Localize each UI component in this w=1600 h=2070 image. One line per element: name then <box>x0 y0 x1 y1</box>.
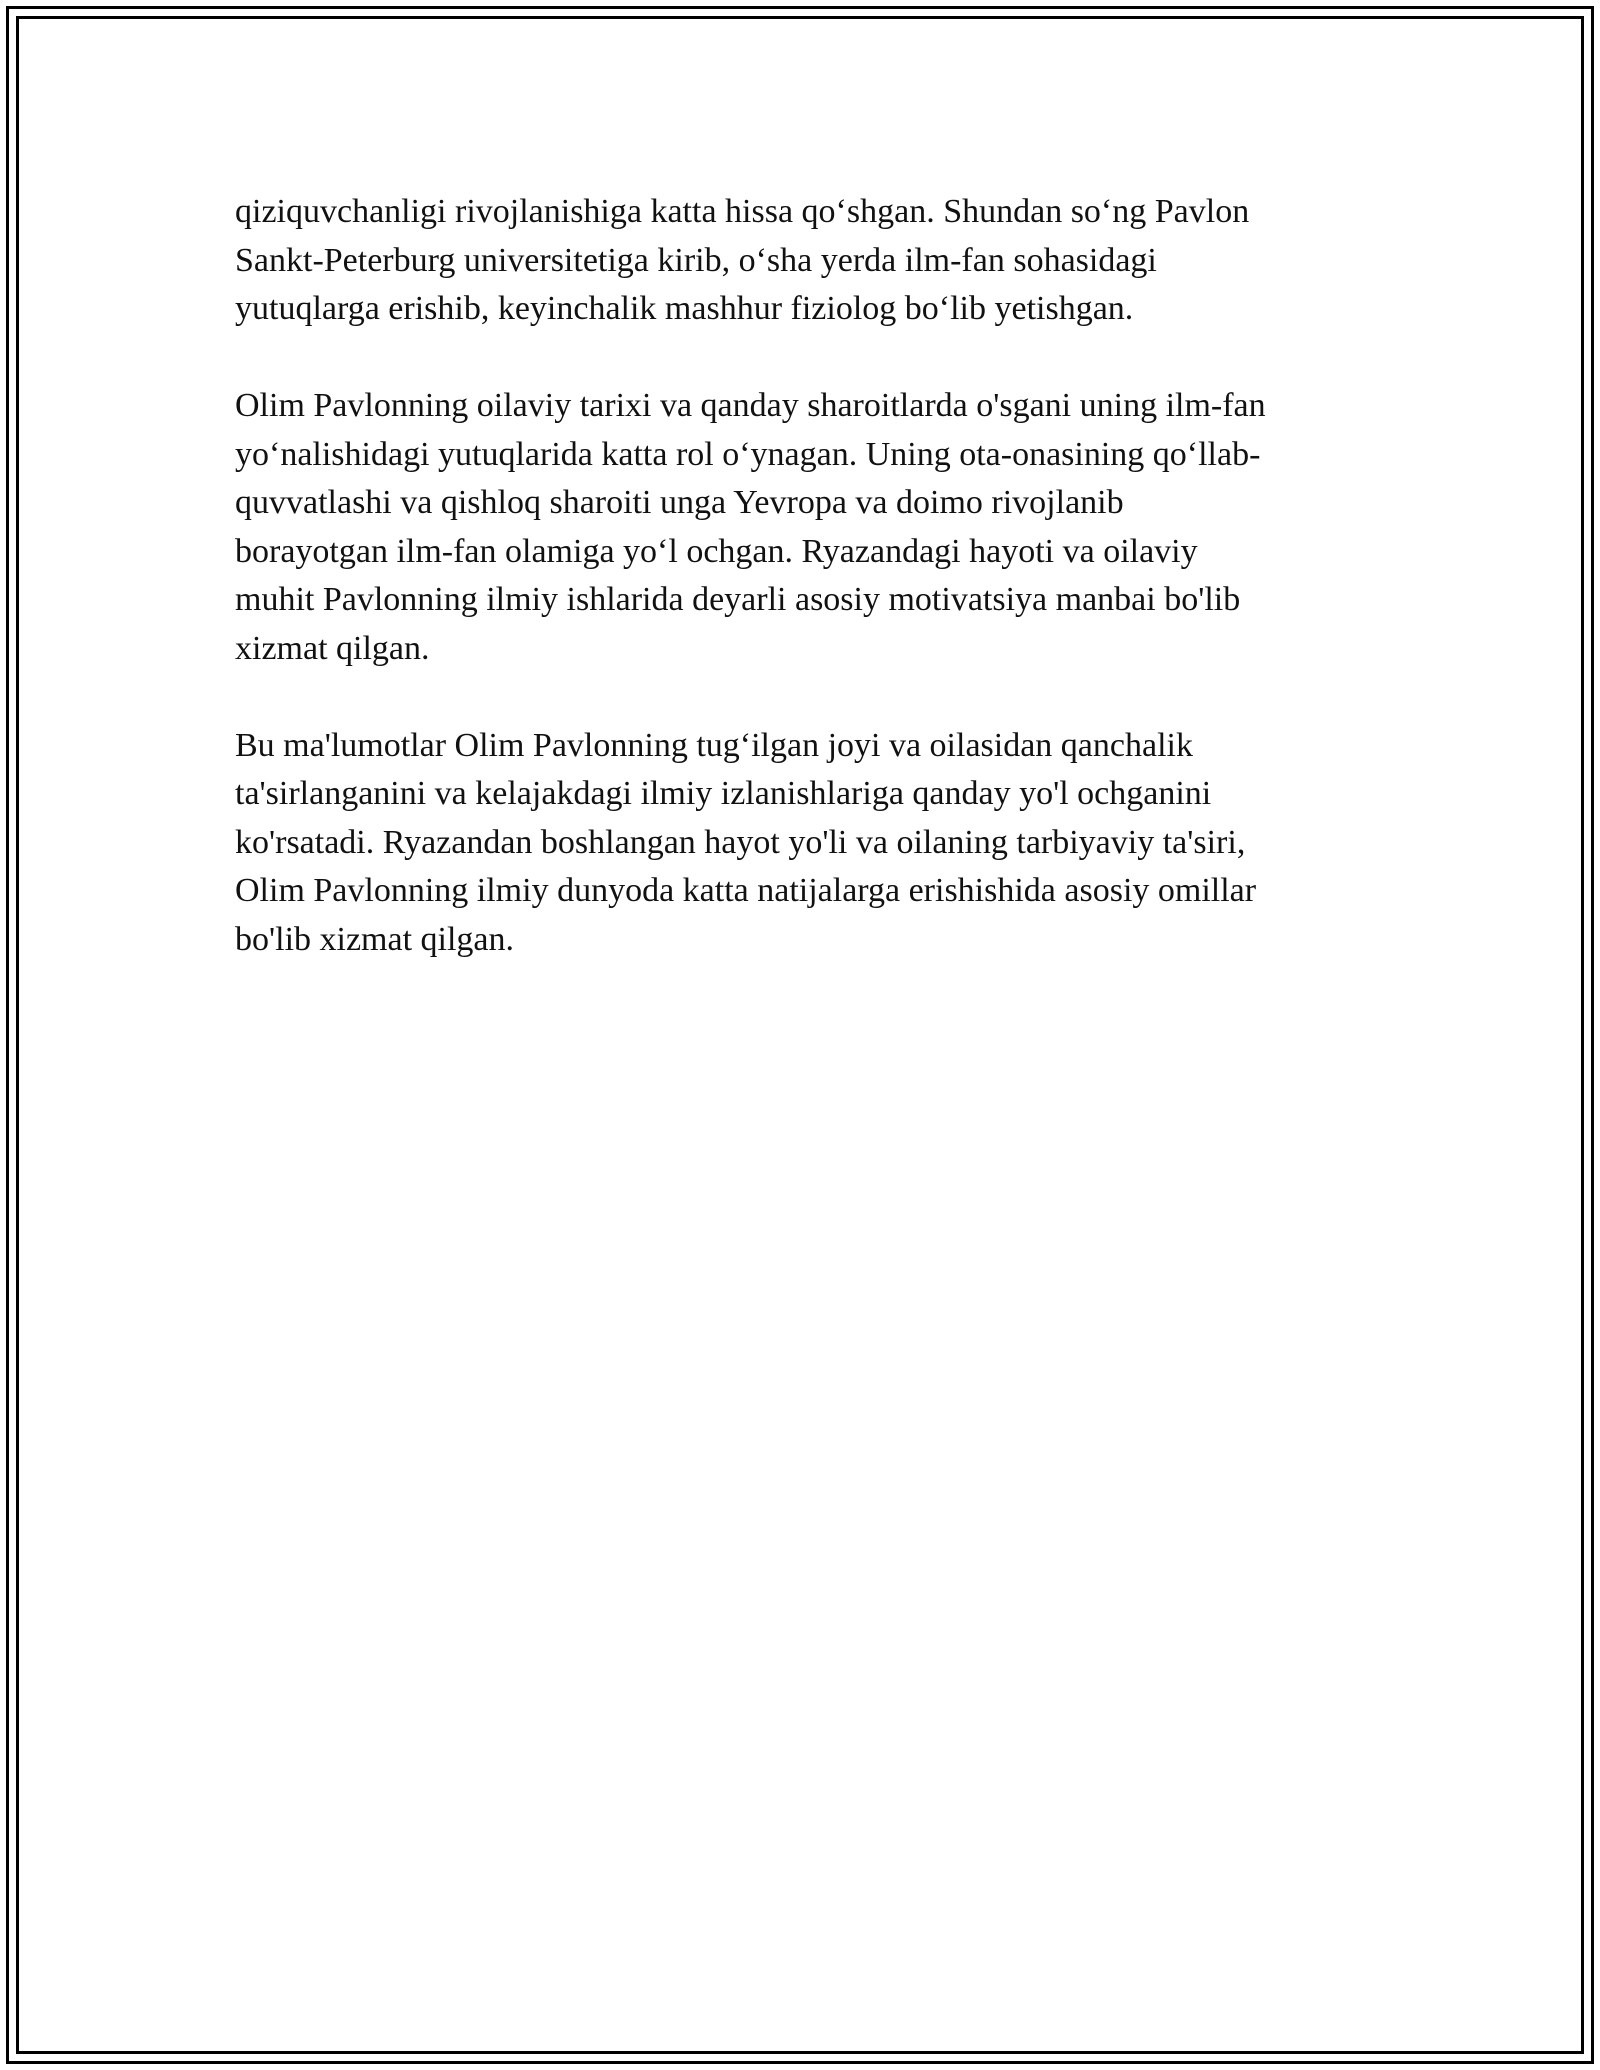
document-body <box>235 188 1365 1013</box>
text-line: borayotgan ilm-fan olamiga yo‘l ochgan. Ryazandagi hayoti va oilaviy <box>235 532 1198 570</box>
text-line: qiziquvchanligi rivojlanishiga katta hissa qo‘shgan. Shundan so‘ng Pavlon <box>235 193 1250 230</box>
paragraph-3 <box>235 722 1365 965</box>
text-line: quvvatlashi va qishloq sharoiti unga Yevropa va doimo rivojlanib <box>235 484 1124 521</box>
text-line: xizmat qilgan. <box>235 629 430 667</box>
text-line: Olim Pavlonning ilmiy dunyoda katta natijalarga erishishida asosiy omillar <box>235 872 1257 909</box>
text-line: ko'rsatadi. Ryazandan boshlangan hayot yo'li va oilaning tarbiyaviy ta'siri, <box>235 823 1246 861</box>
text-line: ta'sirlanganini va kelajakdagi ilmiy izlanishlariga qanday yo'l ochganini <box>235 775 1212 812</box>
text-line: Olim Pavlonning oilaviy tarixi va qanday sharoitlarda o'sgani uning ilm-fan <box>235 387 1266 424</box>
text-line: yo‘nalishidagi yutuqlarida katta rol o‘ynagan. Uning ota-onasining qo‘llab- <box>235 435 1261 473</box>
text-line: Sankt-Peterburg universitetiga kirib, o‘sha yerda ilm-fan sohasidagi <box>235 241 1157 279</box>
text-line: yutuqlarga erishib, keyinchalik mashhur fiziolog bo‘lib yetishgan. <box>235 290 1134 327</box>
text-line: bo'lib xizmat qilgan. <box>235 920 515 958</box>
text-line: muhit Pavlonning ilmiy ishlarida deyarli asosiy motivatsiya manbai bo'lib <box>235 581 1241 618</box>
paragraph-1 <box>235 188 1365 334</box>
paragraph-2 <box>235 382 1365 673</box>
text-line: Bu ma'lumotlar Olim Pavlonning tug‘ilgan joyi va oilasidan qanchalik <box>235 726 1193 764</box>
